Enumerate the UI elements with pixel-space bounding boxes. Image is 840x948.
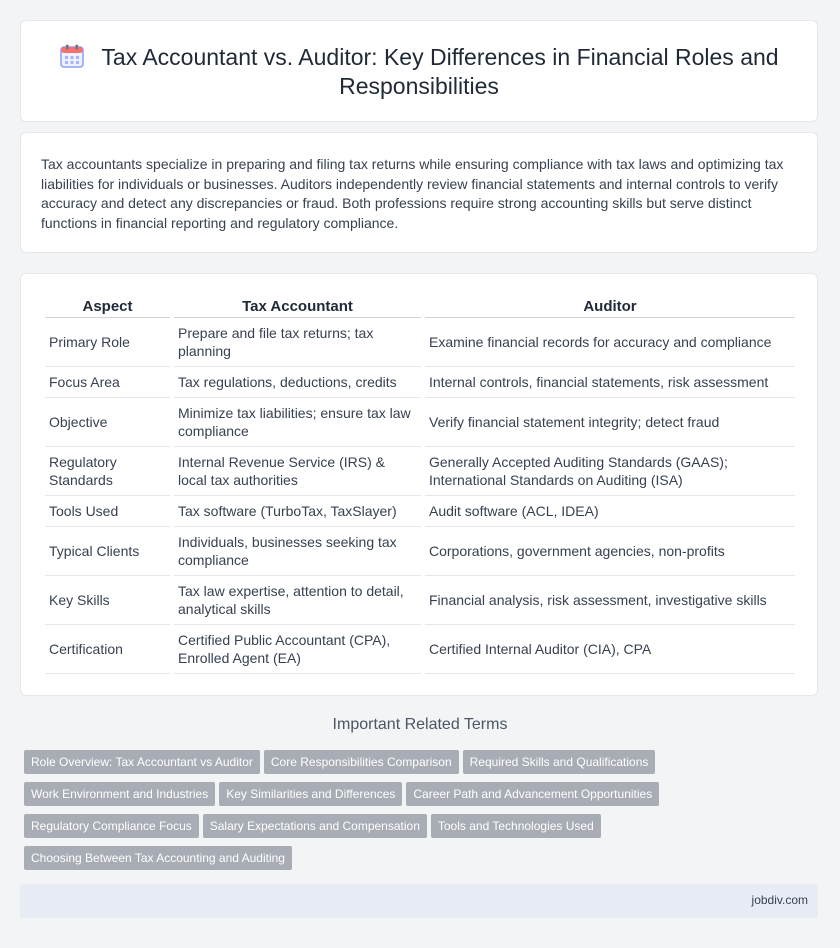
related-terms-tags [24,750,724,878]
related-term-tag[interactable]: Key Similarities and Differences [219,782,402,806]
table-cell-tax-accountant: Tax software (TurboTax, TaxSlayer) [174,496,421,527]
related-term-tag[interactable]: Work Environment and Industries [24,782,215,806]
footer-bar [20,884,818,918]
table-cell-tax-accountant: Minimize tax liabilities; ensure tax law compliance [174,398,421,447]
column-header-auditor: Auditor [425,296,795,318]
table-cell-tax-accountant: Internal Revenue Service (IRS) & local tax authorities [174,447,421,496]
related-term-tag[interactable]: Role Overview: Tax Accountant vs Auditor [24,750,260,774]
table-cell-tax-accountant: Certified Public Accountant (CPA), Enrolled Agent (EA) [174,625,421,674]
column-header-aspect: Aspect [45,296,170,318]
table-row [45,576,795,625]
column-header-tax-accountant: Tax Accountant [174,296,421,318]
table-row [45,367,795,398]
table-cell-tax-accountant: Prepare and file tax returns; tax planning [174,318,421,367]
table-row [45,527,795,576]
table-cell-aspect: Tools Used [45,496,170,527]
comparison-table-card [20,273,818,696]
summary-text: Tax accountants specialize in preparing and filing tax returns while ensuring compliance with tax laws and optimizing tax liabilities for individuals or businesses. Auditors independently review financial statements and internal controls to verify accuracy and detect any discrepancies or fraud. Both professions require strong accounting skills but serve distinct functions in financial reporting and regulatory compliance. [41,156,784,231]
summary-card [20,132,818,253]
table-cell-aspect: Certification [45,625,170,674]
related-term-tag[interactable]: Core Responsibilities Comparison [264,750,459,774]
table-cell-auditor: Generally Accepted Auditing Standards (GAAS); International Standards on Auditing (ISA) [425,447,795,496]
related-term-tag[interactable]: Choosing Between Tax Accounting and Auditing [24,846,292,870]
table-cell-aspect: Objective [45,398,170,447]
page-title-wrap [41,43,797,101]
table-cell-auditor: Internal controls, financial statements, risk assessment [425,367,795,398]
related-term-tag[interactable]: Regulatory Compliance Focus [24,814,199,838]
table-cell-tax-accountant: Tax law expertise, attention to detail, analytical skills [174,576,421,625]
footer-site-link[interactable]: jobdiv.com [751,893,808,907]
related-term-tag[interactable]: Salary Expectations and Compensation [203,814,427,838]
table-row [45,398,795,447]
table-row [45,496,795,527]
table-cell-aspect: Typical Clients [45,527,170,576]
related-term-tag[interactable]: Tools and Technologies Used [431,814,601,838]
table-cell-tax-accountant: Individuals, businesses seeking tax compliance [174,527,421,576]
table-cell-aspect: Focus Area [45,367,170,398]
related-term-tag[interactable]: Career Path and Advancement Opportunities [406,782,659,806]
table-row [45,447,795,496]
table-cell-auditor: Corporations, government agencies, non-profits [425,527,795,576]
related-terms-title: Important Related Terms [332,716,508,733]
table-row [45,318,795,367]
table-cell-aspect: Key Skills [45,576,170,625]
table-cell-auditor: Certified Internal Auditor (CIA), CPA [425,625,795,674]
table-cell-auditor: Financial analysis, risk assessment, investigative skills [425,576,795,625]
calendar-icon [59,43,85,69]
related-term-tag[interactable]: Required Skills and Qualifications [463,750,656,774]
table-cell-auditor: Audit software (ACL, IDEA) [425,496,795,527]
table-row [45,625,795,674]
header-card [20,20,818,122]
table-cell-aspect: Regulatory Standards [45,447,170,496]
table-header-row [45,296,795,318]
table-cell-auditor: Verify financial statement integrity; detect fraud [425,398,795,447]
table-cell-tax-accountant: Tax regulations, deductions, credits [174,367,421,398]
page-title: Tax Accountant vs. Auditor: Key Differences in Financial Roles and Responsibilities [101,44,779,99]
comparison-table [41,296,799,674]
table-cell-auditor: Examine financial records for accuracy and compliance [425,318,795,367]
table-cell-aspect: Primary Role [45,318,170,367]
